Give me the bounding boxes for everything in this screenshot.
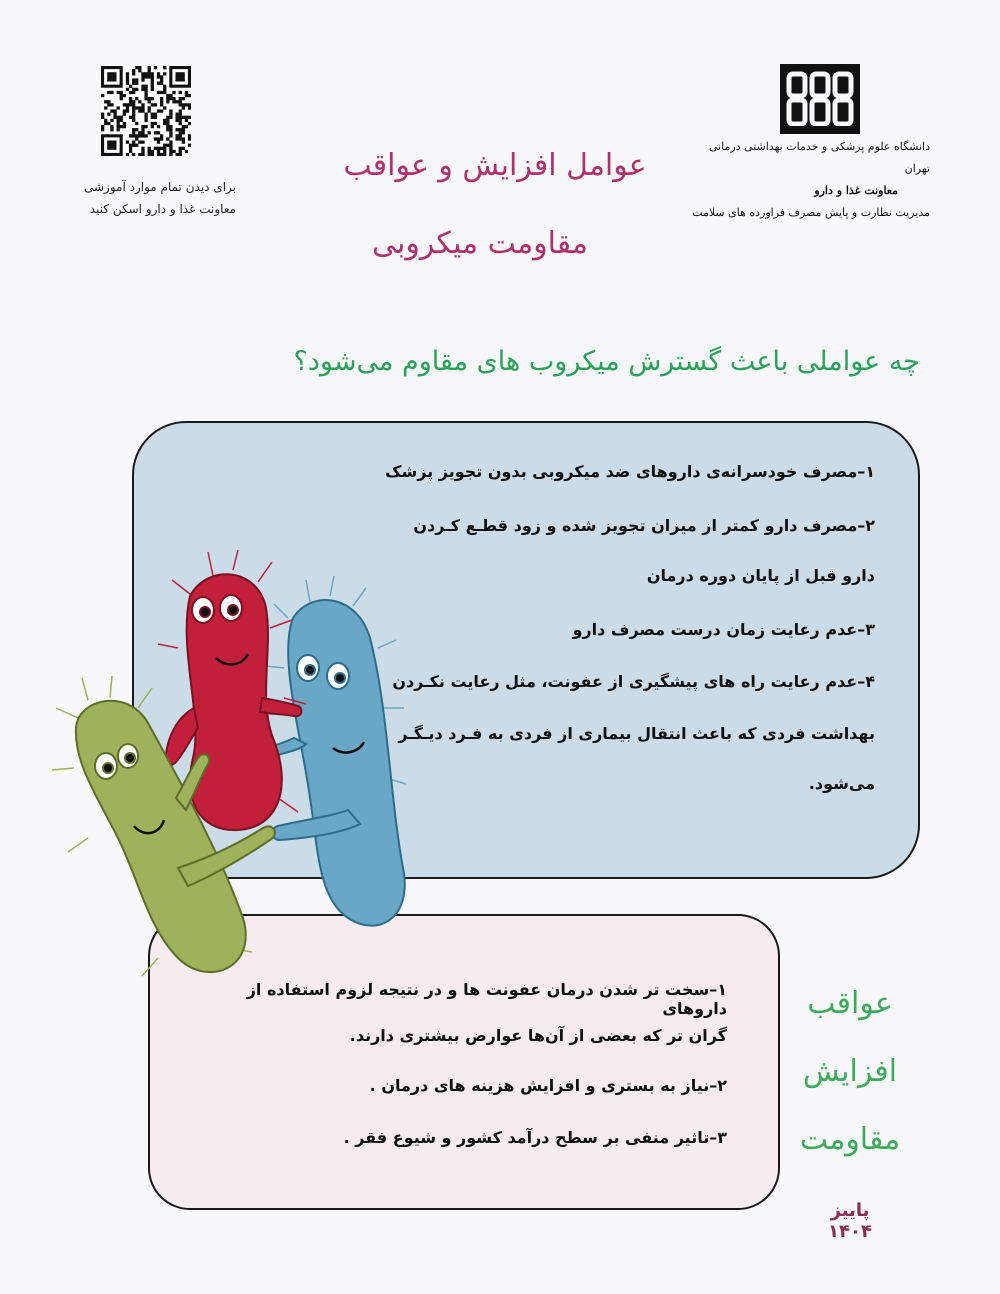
qr-caption xyxy=(40,176,236,220)
bacteria-illustration xyxy=(48,548,418,988)
season-label: پاییز ۱۴۰۴ xyxy=(828,1200,872,1242)
effect-line: ۳–تاثیر منفی بر سطح درآمد کشور و شیوع فقر . xyxy=(343,1128,727,1147)
effect-line: گران تر که بعضی از آن‌ها عوارض بیشتری دارند. xyxy=(349,1026,727,1045)
effects-title-line: عواقب xyxy=(807,986,893,1021)
cause-line: می‌شود. xyxy=(808,774,875,793)
university-line: مدیریت نظارت و پایش مصرف فراورده های سلامت xyxy=(692,206,930,219)
effects-title-line: مقاومت xyxy=(799,1122,901,1157)
cause-line: ۴–عدم رعایت راه های پیشگیری از عفونت، مثل رعایت نکـردن xyxy=(392,672,875,691)
qr-caption-line: برای دیدن تمام موارد آموزشی xyxy=(83,180,236,194)
effect-line: ۱–سخت تر شدن درمان عفونت ها و در نتیجه لزوم استفاده از داروهای xyxy=(246,980,727,1018)
cause-line: بهداشت فردی که باعث انتقال بیماری از فردی به فـرد دیـگـر xyxy=(398,724,875,743)
qr-code[interactable] xyxy=(101,66,191,156)
effects-title xyxy=(790,970,910,1174)
university-name xyxy=(690,136,930,224)
cause-line: ۲–مصرف دارو کمتر از میزان تجویز شده و زود قطـع کـردن xyxy=(413,516,875,535)
effects-list xyxy=(205,980,727,1168)
section-question: چه عواملی باعث گسترش میکروب های مقاوم می‌شود؟ xyxy=(293,346,920,377)
university-logo xyxy=(780,64,860,134)
cause-line: ۳–عدم رعایت زمان درست مصرف دارو xyxy=(572,620,875,639)
effect-line: ۲–نیاز به بستری و افزایش هزینه های درمان . xyxy=(369,1076,727,1095)
university-line: دانشگاه علوم پزشکی و خدمات بهداشتی درمانی تهران xyxy=(708,140,930,175)
page-title: عوامل افزایش و عواقب xyxy=(343,148,647,183)
causes-list xyxy=(380,462,875,814)
university-line: معاونت غذا و دارو xyxy=(814,184,898,197)
blue-bacterium xyxy=(261,576,406,926)
effects-title-line: افزایش xyxy=(802,1054,898,1089)
cause-line: دارو قبل از پایان دوره درمان xyxy=(646,566,875,585)
qr-caption-line: معاونت غذا و دارو اسکن کنید xyxy=(89,202,236,216)
cause-line: ۱–مصرف خودسرانه‌ی داروهای ضد میکروبی بدون تجویز پزشک xyxy=(385,462,875,481)
page-subtitle: مقاومت میکروبی xyxy=(371,226,589,261)
